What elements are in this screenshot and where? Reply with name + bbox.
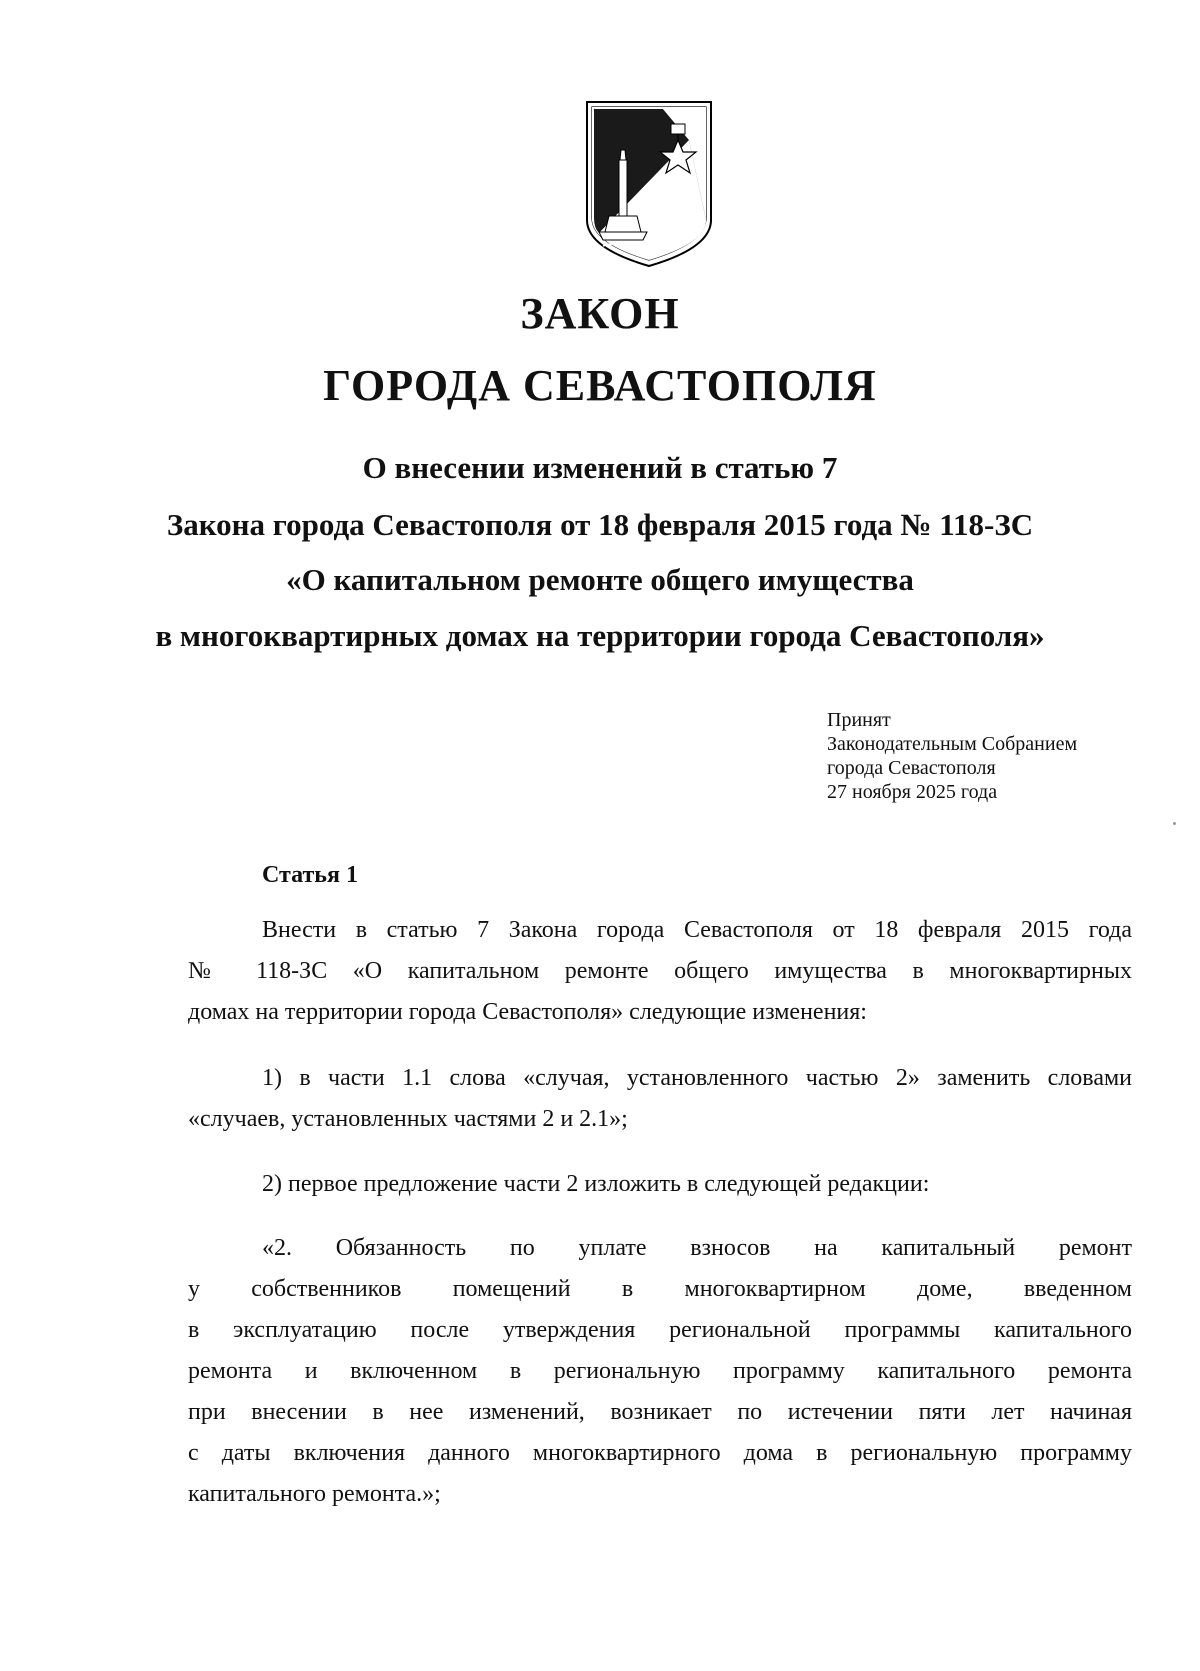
- sevastopol-coat-of-arms-icon: [585, 100, 713, 268]
- paragraph-line: капитального ремонта.»;: [188, 1481, 441, 1507]
- paragraph-line: при внесении в нее изменений, возникает по истечении пяти лет начиная: [188, 1399, 1132, 1425]
- article-paragraph: [188, 910, 1132, 1033]
- adoption-date: 27 ноября 2025 года: [827, 781, 998, 803]
- paragraph-line: Внести в статью 7 Закона города Севастополя от 18 февраля 2015 года: [262, 917, 1132, 943]
- law-subtitle-line: в многоквартирных домах на территории города Севастополя»: [155, 618, 1045, 653]
- article-paragraph: [188, 1164, 1132, 1205]
- adoption-note-line: Принят: [827, 709, 891, 731]
- paragraph-line: «2. Обязанность по уплате взносов на капитальный ремонт: [262, 1235, 1132, 1261]
- article-paragraph: [188, 1058, 1132, 1140]
- paragraph-line: 2) первое предложение части 2 изложить в следующей редакции:: [262, 1171, 930, 1197]
- scan-speck: [1173, 822, 1176, 825]
- paragraph-line: домах на территории города Севастополя» следующие изменения:: [188, 999, 867, 1025]
- law-subtitle-line: «О капитальном ремонте общего имущества: [286, 562, 914, 597]
- adoption-note-line: Законодательным Собранием: [827, 733, 1078, 755]
- article-paragraph: [188, 1228, 1132, 1515]
- paragraph-line: с даты включения данного многоквартирного дома в региональную программу: [188, 1440, 1132, 1466]
- article-title: Статья 1: [262, 862, 358, 888]
- law-subtitle-line: Закона города Севастополя от 18 февраля 2015 года № 118-ЗС: [166, 507, 1034, 542]
- paragraph-line: № 118-ЗС «О капитальном ремонте общего имущества в многоквартирных: [188, 958, 1132, 984]
- adoption-note-line: города Севастополя: [827, 757, 996, 779]
- paragraph-line: «случаев, установленных частями 2 и 2.1»;: [188, 1106, 628, 1132]
- paragraph-line: 1) в части 1.1 слова «случая, установленного частью 2» заменить словами: [262, 1065, 1132, 1091]
- paragraph-line: в эксплуатацию после утверждения региональной программы капитального: [188, 1317, 1132, 1343]
- law-heading: ЗАКОН: [520, 289, 680, 338]
- adoption-note: [827, 708, 1077, 804]
- paragraph-line: ремонта и включенном в региональную программу капитального ремонта: [188, 1358, 1132, 1384]
- paragraph-line: у собственников помещений в многоквартирном доме, введенном: [188, 1276, 1132, 1302]
- city-heading: ГОРОДА СЕВАСТОПОЛЯ: [323, 361, 877, 410]
- law-subtitle-line: О внесении изменений в статью 7: [362, 450, 838, 485]
